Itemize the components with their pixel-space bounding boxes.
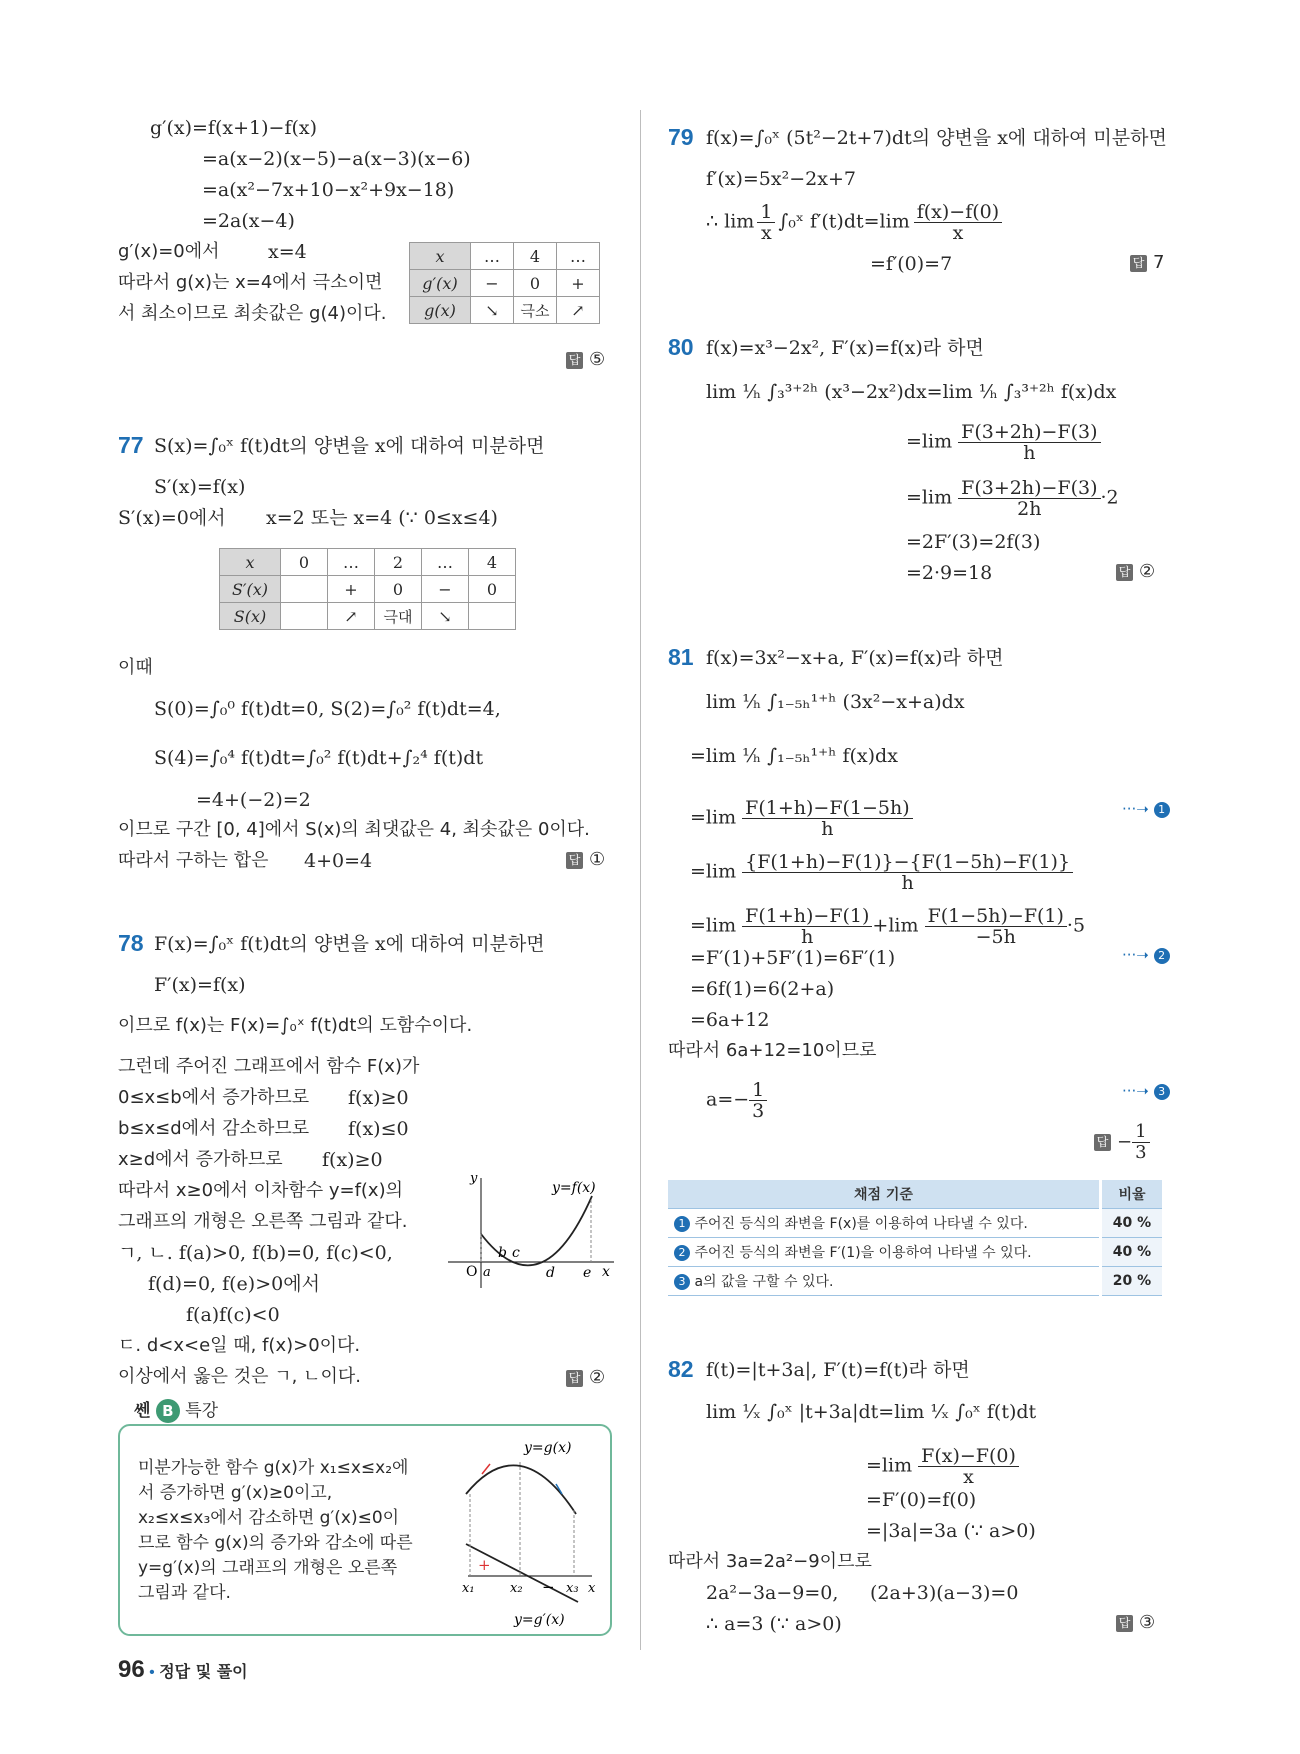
answer-box: 답: [566, 852, 583, 869]
answer-79: [1130, 252, 1164, 273]
frac-num: F(1−5h)−F(1): [925, 906, 1067, 927]
table-row: [668, 1267, 1162, 1296]
table-cell: …: [471, 243, 514, 270]
text-line: 서 최소이므로 최솟값은 g(4)이다.: [118, 303, 387, 324]
criteria-text: 주어진 등식의 좌변을 F′(1)을 이용하여 나타낼 수 있다.: [694, 1245, 1032, 1261]
frac-num: 1: [757, 202, 775, 223]
text-line: 따라서 3a=2a²−9이므로: [668, 1551, 872, 1572]
problem-head: S(x)=∫₀ˣ f(t)dt의 양변을 x에 대하여 미분하면: [154, 435, 545, 457]
text-line: 이때: [118, 657, 153, 678]
eq-line: S′(x)=f(x): [154, 476, 246, 498]
answer-76: [566, 349, 605, 370]
eq-line: 4+0=4: [304, 850, 373, 872]
frac-num: F(1+h)−F(1): [742, 906, 872, 927]
criteria-number: 2: [674, 1245, 690, 1261]
text-line: 이므로 f(x)는 F(x)=∫₀ˣ f(t)dt의 도함수이다.: [118, 1015, 473, 1036]
problem-head: f(t)=|t+3a|, F′(t)=f(t)라 하면: [706, 1359, 970, 1381]
table-cell: 극소: [514, 297, 557, 324]
answer-81: [1094, 1122, 1150, 1163]
eq-line: g′(x)=f(x+1)−f(x): [150, 117, 318, 139]
eq-line: f(x)≤0: [348, 1118, 409, 1140]
table-cell: x: [220, 549, 281, 576]
answer-sign: −: [1117, 1131, 1133, 1153]
x3-label: x₃: [566, 1581, 579, 1596]
eq-line: =6f(1)=6(2+a): [690, 978, 835, 1000]
problem-head: f(x)=x³−2x², F′(x)=f(x)라 하면: [706, 337, 984, 359]
eq-line: =6a+12: [690, 1009, 770, 1031]
problem-head: f(x)=3x²−x+a, F′(x)=f(x)라 하면: [706, 647, 1004, 669]
step-marker-2: [1122, 946, 1170, 964]
problem-number: 81: [668, 644, 694, 670]
eq-line: S(0)=∫₀⁰ f(t)dt=0, S(2)=∫₀² f(t)dt=4,: [154, 698, 501, 720]
text-line: b≤x≤d에서 감소하므로: [118, 1118, 310, 1139]
grade-header-ratio: 비율: [1101, 1180, 1163, 1209]
eq-line: [906, 478, 1119, 519]
page-footer: [118, 1656, 248, 1684]
table-cell: x: [410, 243, 471, 270]
limit-text: =lim: [906, 486, 953, 509]
table-cell: +: [557, 270, 600, 297]
eq-line: =2F′(3)=2f(3): [906, 531, 1041, 553]
tip-line: 미분가능한 함수 g(x)가 x₁≤x≤x₂에: [138, 1458, 409, 1478]
page-number: 96: [118, 1656, 145, 1683]
eq-line: =f′(0)=7: [870, 253, 953, 275]
column-divider: [640, 110, 641, 1650]
eq-line: [706, 1080, 767, 1121]
answer-value: ②: [1139, 561, 1156, 582]
eq-line: x=2 또는 x=4 (∵ 0≤x≤4): [266, 507, 498, 529]
limit-text: =lim: [866, 1454, 913, 1477]
grade-criteria: [668, 1238, 1101, 1267]
marker-number: 2: [1154, 948, 1170, 964]
text-line: 이므로 구간 [0, 4]에서 S(x)의 최댓값은 4, 최솟값은 0이다.: [118, 819, 590, 840]
tip-title-text: 특강: [185, 1401, 219, 1421]
grade-criteria: [668, 1267, 1101, 1296]
table-cell: ↗: [328, 603, 375, 630]
marker-number: 3: [1154, 1084, 1170, 1100]
tip-line: y=g′(x)의 그래프의 개형은 오른쪽: [138, 1558, 398, 1578]
answer-box: 답: [566, 1370, 583, 1387]
footer-dot: •: [149, 1664, 155, 1681]
frac-den: x: [963, 1466, 974, 1488]
step-marker-3: [1122, 1082, 1170, 1100]
frac-den: 3: [752, 1100, 765, 1122]
problem-number: 82: [668, 1356, 694, 1382]
eq-line: (2a+3)(a−3)=0: [870, 1582, 1019, 1604]
eq-line: x=4: [268, 241, 307, 263]
problem-head: F(x)=∫₀ˣ f(t)dt의 양변을 x에 대하여 미분하면: [154, 933, 545, 955]
answer-box: 답: [1094, 1134, 1111, 1151]
answer-value: ①: [589, 849, 606, 870]
frac-num: 1: [1132, 1122, 1149, 1143]
frac-num: F(x)−F(0): [918, 1446, 1019, 1467]
tip-line: 서 증가하면 g′(x)≥0이고,: [138, 1483, 333, 1503]
x-label: x: [588, 1581, 596, 1596]
x1-label: x₁: [462, 1581, 475, 1596]
eq-line: lim ¹⁄ₓ ∫₀ˣ |t+3a|dt=lim ¹⁄ₓ ∫₀ˣ f(t)dt: [706, 1401, 1037, 1423]
quadratic-graph: [446, 1172, 616, 1292]
table-cell: 2: [375, 549, 422, 576]
step-marker-1: [1122, 800, 1170, 818]
criteria-text: 주어진 등식의 좌변을 F(x)를 이용하여 나타낼 수 있다.: [694, 1216, 1028, 1232]
eq-line: [866, 1446, 1019, 1487]
problem-number: 78: [118, 930, 144, 956]
frac-den: h: [1023, 442, 1036, 464]
eq-line: f(x)≥0: [322, 1149, 383, 1171]
eq-line: [906, 422, 1101, 463]
eq-line: S(4)=∫₀⁴ f(t)dt=∫₀² f(t)dt+∫₂⁴ f(t)dt: [154, 747, 484, 769]
eq-line: f(d)=0, f(e)>0에서: [148, 1273, 320, 1295]
criteria-number: 1: [674, 1216, 690, 1232]
problem-head: f(x)=∫₀ˣ (5t²−2t+7)dt의 양변을 x에 대하여 미분하면: [706, 127, 1167, 149]
table-cell: 0: [514, 270, 557, 297]
limit-text: =lim: [690, 806, 737, 829]
eq-line: [706, 202, 1002, 243]
frac-num: F(3+2h)−F(3): [958, 422, 1100, 443]
frac-tail: ·5: [1066, 914, 1086, 937]
origin-label: O: [466, 1264, 478, 1280]
increase-decrease-table: [219, 548, 516, 630]
text-line: 따라서 g(x)는 x=4에서 극소이면: [118, 272, 383, 293]
frac-den: −5h: [975, 926, 1016, 948]
table-cell: +: [328, 576, 375, 603]
answer-box: 답: [1116, 1615, 1133, 1632]
table-cell: S(x): [220, 603, 281, 630]
answer-value: ②: [589, 1367, 606, 1388]
eq-line: =2a(x−4): [202, 210, 295, 232]
table-cell: −: [471, 270, 514, 297]
marker-arrow: ···➝: [1122, 946, 1149, 964]
text-line: ㄷ. d<x<e일 때, f(x)>0이다.: [118, 1335, 361, 1356]
limit-text: =lim: [906, 430, 953, 453]
eq-line: =a(x²−7x+10−x²+9x−18): [202, 179, 455, 201]
e-label: e: [583, 1265, 592, 1281]
tip-line: x₂≤x≤x₃에서 감소하면 g′(x)≤0이: [138, 1508, 400, 1528]
table-cell: g′(x): [410, 270, 471, 297]
eq-line: 2a²−3a−9=0,: [706, 1582, 839, 1604]
table-cell: ↘: [422, 603, 469, 630]
frac-den: 2h: [1017, 498, 1042, 520]
table-cell: S′(x): [220, 576, 281, 603]
grade-pct: 20 %: [1101, 1267, 1163, 1296]
table-cell: [469, 603, 516, 630]
eq-text: a=−: [706, 1088, 750, 1111]
text-line: 0≤x≤b에서 증가하므로: [118, 1087, 310, 1108]
eq-line: f(x)≥0: [348, 1087, 409, 1109]
grading-table: [668, 1180, 1162, 1296]
tip-graph: [452, 1436, 602, 1628]
frac-den: h: [901, 872, 914, 894]
tip-line: 므로 함수 g(x)의 증가와 감소에 따른: [138, 1533, 413, 1553]
eq-line: f′(x)=5x²−2x+7: [706, 168, 856, 190]
text-line: 그런데 주어진 그래프에서 함수 F(x)가: [118, 1056, 420, 1077]
limit-text: =lim: [690, 914, 737, 937]
table-row: [668, 1238, 1162, 1267]
text-line: 따라서 구하는 합은: [118, 850, 269, 871]
table-cell: −: [422, 576, 469, 603]
limit-text: ∴ lim: [706, 210, 755, 233]
grade-pct: 40 %: [1101, 1209, 1163, 1238]
a-label: a: [483, 1265, 491, 1280]
tip-brand: 쎈: [134, 1401, 151, 1421]
integral-text: ∫₀ˣ f′(t)dt=lim: [778, 210, 910, 233]
eq-line: =|3a|=3a (∵ a>0): [866, 1520, 1036, 1542]
table-cell: …: [557, 243, 600, 270]
grade-criteria: [668, 1209, 1101, 1238]
eq-line: =a(x−2)(x−5)−a(x−3)(x−6): [202, 148, 471, 170]
table-cell: g(x): [410, 297, 471, 324]
eq-line: =2·9=18: [906, 562, 993, 584]
answer-box: 답: [566, 352, 583, 369]
table-cell: ↗: [557, 297, 600, 324]
problem-number: 79: [668, 124, 694, 150]
problem-number: 80: [668, 334, 694, 360]
frac-num: F(1+h)−F(1−5h): [742, 798, 913, 819]
eq-line: =F′(0)=f(0): [866, 1489, 977, 1511]
table-cell: 0: [375, 576, 422, 603]
problem-number: 77: [118, 432, 144, 458]
text-line: 따라서 x≥0에서 이차함수 y=f(x)의: [118, 1180, 403, 1201]
marker-arrow: ···➝: [1122, 1082, 1149, 1100]
eq-line: ∴ a=3 (∵ a>0): [706, 1613, 842, 1635]
answer-box: 답: [1130, 255, 1147, 272]
table-cell: [281, 603, 328, 630]
limit-text: +lim: [872, 914, 919, 937]
table-cell: 4: [514, 243, 557, 270]
text-line: 따라서 6a+12=10이므로: [668, 1040, 877, 1061]
eq-line: f(a)f(c)<0: [186, 1304, 280, 1326]
eq-line: F′(x)=f(x): [154, 974, 246, 996]
frac-den: h: [821, 818, 834, 840]
table-cell: 0: [469, 576, 516, 603]
x2-label: x₂: [510, 1581, 523, 1596]
x-label: x: [602, 1264, 610, 1280]
frac-den: h: [801, 926, 814, 948]
frac-num: 1: [749, 1080, 767, 1101]
text-line: 이상에서 옳은 것은 ㄱ, ㄴ이다.: [118, 1366, 361, 1387]
grade-pct: 40 %: [1101, 1238, 1163, 1267]
eq-line: ㄱ, ㄴ. f(a)>0, f(b)=0, f(c)<0,: [118, 1242, 393, 1264]
table-cell: …: [422, 549, 469, 576]
grade-header-criteria: 채점 기준: [668, 1180, 1101, 1209]
answer-box: 답: [1116, 564, 1133, 581]
b-label: b: [498, 1245, 507, 1261]
plus-sign: +: [478, 1556, 491, 1574]
eq-line: [690, 906, 1085, 947]
eq-line: =lim ¹⁄ₕ ∫₁₋₅ₕ¹⁺ʰ f(x)dx: [690, 745, 898, 767]
answer-82: [1116, 1612, 1155, 1633]
table-row: [668, 1209, 1162, 1238]
gprime-label: y=g′(x): [514, 1612, 565, 1628]
frac-num: f(x)−f(0): [914, 202, 1002, 223]
tip-line: 그림과 같다.: [138, 1583, 231, 1603]
frac-num: {F(1+h)−F(1)}−{F(1−5h)−F(1)}: [742, 852, 1073, 873]
eq-line: lim ¹⁄ₕ ∫₁₋₅ₕ¹⁺ʰ (3x²−x+a)dx: [706, 691, 965, 713]
frac-num: F(3+2h)−F(3): [958, 478, 1100, 499]
answer-value: ③: [1139, 1612, 1156, 1633]
minus-sign: −: [542, 1578, 555, 1596]
tip-badge: B: [156, 1399, 180, 1423]
table-cell: 4: [469, 549, 516, 576]
table-cell: [281, 576, 328, 603]
table-cell: 0: [281, 549, 328, 576]
eq-line: [690, 798, 913, 839]
text-line: 그래프의 개형은 오른쪽 그림과 같다.: [118, 1211, 408, 1232]
table-cell: ↘: [471, 297, 514, 324]
c-label: c: [512, 1245, 520, 1261]
y-label: y: [470, 1172, 478, 1186]
eq-line: =4+(−2)=2: [196, 789, 311, 811]
text-line: x≥d에서 증가하므로: [118, 1149, 283, 1170]
limit-text: =lim: [690, 860, 737, 883]
criteria-number: 3: [674, 1274, 690, 1290]
tip-title: [134, 1396, 218, 1423]
table-cell: …: [328, 549, 375, 576]
curve-label: y=f(x): [552, 1180, 596, 1196]
frac-den: 3: [1135, 1142, 1147, 1163]
marker-number: 1: [1154, 802, 1170, 818]
table-cell: 극대: [375, 603, 422, 630]
frac-den: x: [761, 222, 772, 244]
frac-den: x: [952, 222, 964, 244]
answer-value: ⑤: [589, 349, 606, 370]
answer-value: 7: [1153, 252, 1165, 273]
text-line: g′(x)=0에서: [118, 241, 220, 262]
increase-decrease-table: [409, 242, 600, 324]
footer-title: 정답 및 풀이: [159, 1662, 248, 1681]
eq-line: =F′(1)+5F′(1)=6F′(1): [690, 947, 896, 969]
answer-80: [1116, 561, 1155, 582]
g-label: y=g(x): [524, 1440, 572, 1456]
eq-line: S′(x)=0에서: [118, 507, 226, 529]
frac-tail: ·2: [1100, 486, 1119, 509]
criteria-text: a의 값을 구할 수 있다.: [694, 1274, 834, 1290]
eq-line: [690, 852, 1073, 893]
marker-arrow: ···➝: [1122, 800, 1149, 818]
answer-77: [566, 849, 605, 870]
d-label: d: [546, 1265, 555, 1281]
answer-78: [566, 1367, 605, 1388]
eq-line: lim ¹⁄ₕ ∫₃³⁺²ʰ (x³−2x²)dx=lim ¹⁄ₕ ∫₃³⁺²ʰ f(x)dx: [706, 381, 1117, 403]
